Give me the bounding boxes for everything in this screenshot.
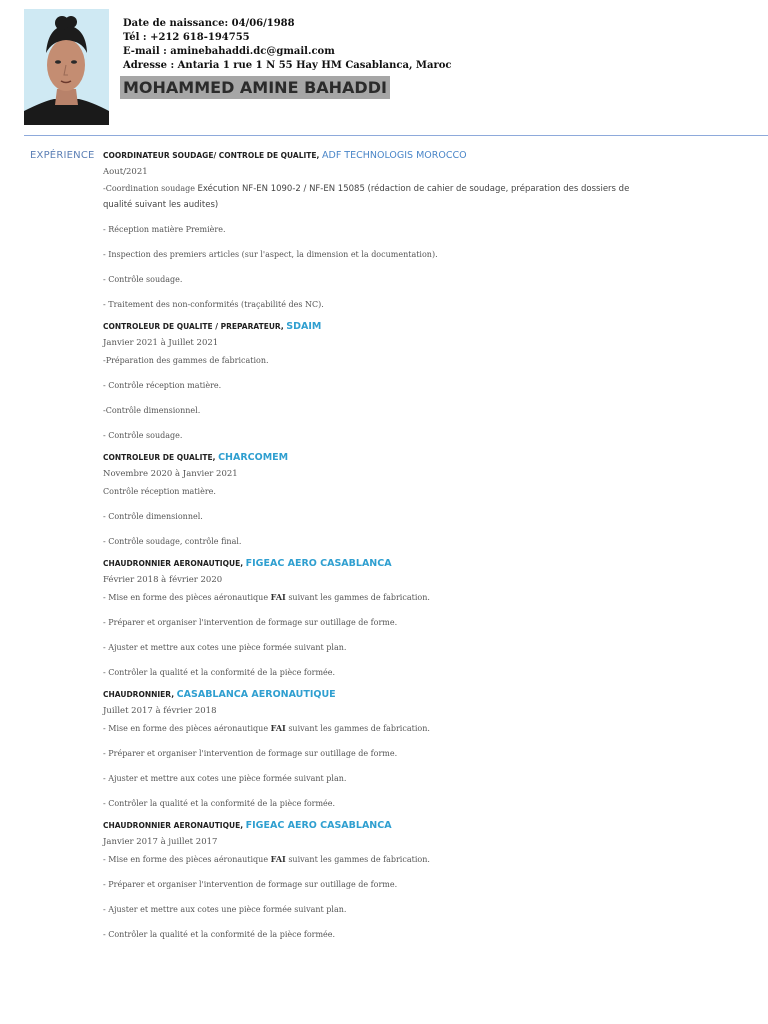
job-company: ADF TECHNOLOGIS MOROCCO	[322, 150, 467, 161]
job-entry	[103, 818, 643, 943]
job-company: CASABLANCA AERONAUTIQUE	[176, 689, 336, 700]
job-item: - Préparer et organiser l'intervention de formage sur outillage de forme.	[103, 880, 398, 889]
job-item-bold: FAI	[270, 854, 286, 864]
job-company: FIGEAC AERO CASABLANCA	[245, 820, 392, 831]
job-title	[103, 556, 643, 572]
job-item	[103, 720, 643, 737]
job-item: - Contrôle soudage.	[103, 275, 183, 284]
job-item: - Inspection des premiers articles (sur l'aspect, la dimension et la documentation).	[103, 250, 438, 259]
job-item: - Contrôle soudage.	[103, 431, 183, 440]
birth-date: Date de naissance: 04/06/1988	[123, 18, 295, 29]
job-title	[103, 687, 643, 703]
job-item: - Ajuster et mettre aux cotes une pièce formée suivant plan.	[103, 774, 347, 783]
full-name: MOHAMMED AMINE BAHADDI	[120, 76, 390, 99]
job-date: Aout/2021	[103, 167, 148, 177]
job-item: - Contrôler la qualité et la conformité de la pièce formée.	[103, 930, 336, 939]
job-item: - Contrôler la qualité et la conformité de la pièce formée.	[103, 799, 336, 808]
job-date: Juillet 2017 à février 2018	[103, 706, 217, 716]
job-item: - Contrôle réception matière.	[103, 381, 222, 390]
job-intro	[103, 181, 643, 213]
job-item: -Préparation des gammes de fabrication.	[103, 356, 269, 365]
job-title	[103, 148, 643, 164]
job-entry	[103, 319, 643, 444]
job-title	[103, 818, 643, 834]
job-item	[103, 851, 643, 868]
header-divider	[24, 135, 768, 136]
profile-photo	[24, 9, 109, 125]
job-date: Novembre 2020 à Janvier 2021	[103, 469, 238, 479]
job-title	[103, 319, 643, 335]
job-title-text: CONTROLEUR DE QUALITE,	[103, 453, 219, 462]
job-item-text: suivant les gammes de fabrication.	[285, 593, 430, 602]
job-title-text: CHAUDRONNIER AERONAUTIQUE,	[103, 821, 246, 830]
job-item	[103, 589, 643, 606]
job-item: - Traitement des non-conformités (traçabilité des NC).	[103, 300, 324, 309]
job-item-text: - Mise en forme des pièces aéronautique	[103, 855, 271, 864]
job-intro-a: -Coordination soudage	[103, 184, 198, 193]
job-item: - Contrôle dimensionnel.	[103, 512, 203, 521]
section-label-experience: EXPÉRIENCE	[30, 150, 95, 161]
job-item-bold: FAI	[270, 723, 286, 733]
job-intro-b: Exécution NF-EN 1090-2 / NF-EN 15085 (rédaction de cahier de soudage, préparation des dossiers de qualité suivant les audites)	[103, 184, 630, 210]
job-title-text: COORDINATEUR SOUDAGE/ CONTROLE DE QUALITE,	[103, 151, 322, 160]
job-entry	[103, 687, 643, 812]
job-item: - Ajuster et mettre aux cotes une pièce formée suivant plan.	[103, 905, 347, 914]
job-entry	[103, 556, 643, 681]
job-company: FIGEAC AERO CASABLANCA	[245, 558, 392, 569]
job-date: Février 2018 à février 2020	[103, 575, 223, 585]
job-item-text: suivant les gammes de fabrication.	[285, 855, 430, 864]
job-title	[103, 450, 643, 466]
job-company: CHARCOMEM	[218, 452, 289, 463]
job-item: - Ajuster et mettre aux cotes une pièce formée suivant plan.	[103, 643, 347, 652]
phone: Tél : +212 618-194755	[123, 32, 250, 43]
job-item: Contrôle réception matière.	[103, 487, 216, 496]
job-date: Janvier 2017 à juillet 2017	[103, 837, 218, 847]
job-entry	[103, 450, 643, 550]
job-item: - Préparer et organiser l'intervention de formage sur outillage de forme.	[103, 749, 398, 758]
address: Adresse : Antaria 1 rue 1 N 55 Hay HM Casablanca, Maroc	[123, 60, 452, 71]
job-item: - Contrôle soudage, contrôle final.	[103, 537, 242, 546]
job-item-bold: FAI	[270, 592, 286, 602]
job-company: SDAIM	[286, 321, 322, 332]
job-item: - Préparer et organiser l'intervention de formage sur outillage de forme.	[103, 618, 398, 627]
job-date: Janvier 2021 à Juillet 2021	[103, 338, 219, 348]
email: E-mail : aminebahaddi.dc@gmail.com	[123, 46, 335, 57]
contact-block	[123, 17, 452, 73]
job-item-text: - Mise en forme des pièces aéronautique	[103, 724, 271, 733]
job-item-text: - Mise en forme des pièces aéronautique	[103, 593, 271, 602]
job-title-text: CONTROLEUR DE QUALITE / PREPARATEUR,	[103, 322, 287, 331]
job-item: - Réception matière Première.	[103, 225, 226, 234]
job-title-text: CHAUDRONNIER AERONAUTIQUE,	[103, 559, 246, 568]
job-item-text: suivant les gammes de fabrication.	[285, 724, 430, 733]
job-title-text: CHAUDRONNIER,	[103, 690, 177, 699]
job-entry	[103, 148, 643, 313]
experience-list	[103, 146, 643, 943]
job-item: -Contrôle dimensionnel.	[103, 406, 201, 415]
job-item: - Contrôler la qualité et la conformité de la pièce formée.	[103, 668, 336, 677]
